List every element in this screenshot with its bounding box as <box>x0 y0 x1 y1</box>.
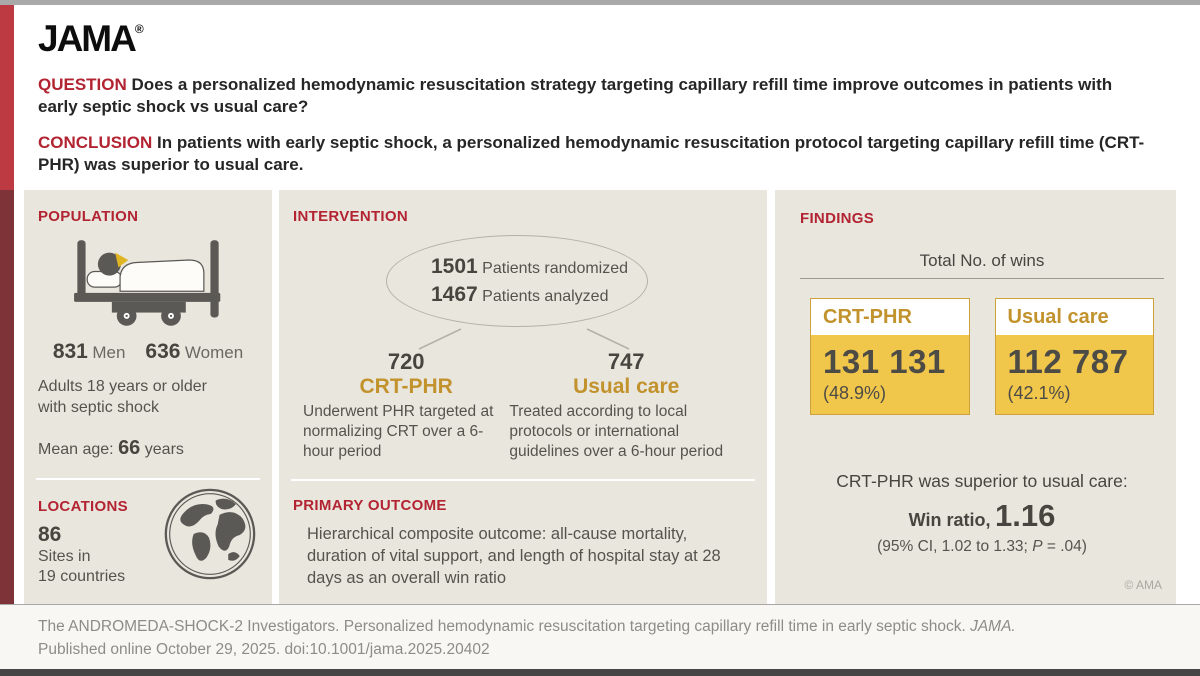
citation-text: The ANDROMEDA-SHOCK-2 Investigators. Personalized hemodynamic resuscitation targeting capillary refill time in early septic shock. <box>38 618 966 635</box>
hospital-bed-icon <box>48 237 248 334</box>
citation-footer <box>0 604 1200 669</box>
question-paragraph <box>38 74 1150 119</box>
header <box>38 12 1150 190</box>
ama-copyright: © AMA <box>1124 578 1162 592</box>
group-name: CRT-PHR <box>359 375 453 398</box>
women-count: 636 <box>145 340 181 363</box>
total-wins-subtitle: Total No. of wins <box>919 251 1045 270</box>
primary-outcome-text: Hierarchical composite outcome: all-cause mortality, duration of vital support, and length of hospital stay at 28 days as an overall win ratio <box>307 525 721 587</box>
win-ratio-line <box>800 498 1164 534</box>
sex-counts <box>38 340 258 364</box>
group-count: 720 <box>387 349 425 374</box>
group-usual-care <box>509 349 743 462</box>
group-crt-phr <box>303 349 509 462</box>
men-count-group <box>53 340 126 364</box>
registered-mark: ® <box>134 22 144 36</box>
superiority-line: CRT-PHR was superior to usual care: <box>836 471 1128 491</box>
population-description: Adults 18 years or older with septic shock <box>38 378 207 416</box>
conclusion-text: In patients with early septic shock, a personalized hemodynamic resuscitation protocol targeting capillary refill time (CRT-PHR) was superior to usual care. <box>38 132 1145 175</box>
panel-divider <box>36 478 260 480</box>
confidence-interval-line <box>800 538 1164 556</box>
card-value: 112 787 <box>1007 343 1129 380</box>
wins-card-crt-phr <box>810 298 970 415</box>
card-body <box>996 335 1154 414</box>
conclusion-label: CONCLUSION <box>38 132 153 152</box>
mean-age-label: Mean age: <box>38 440 114 458</box>
randomized-count: 1501 <box>431 254 478 278</box>
jama-logo-text: JAMA <box>38 18 135 59</box>
mean-age-line <box>38 435 258 461</box>
left-accent-bar-middle <box>0 190 14 604</box>
card-title: CRT-PHR <box>823 306 912 328</box>
mean-age-value: 66 <box>118 436 141 459</box>
population-panel <box>24 190 272 604</box>
randomized-line <box>431 253 628 281</box>
p-label: P <box>1032 538 1043 555</box>
ci-prefix: (95% CI, 1.02 to 1.33; <box>877 538 1028 555</box>
question-text: Does a personalized hemodynamic resuscitation strategy targeting capillary refill time improve outcomes in patients with early septic shock vs usual care? <box>38 75 1113 117</box>
men-label: Men <box>92 343 126 362</box>
mean-age-suffix: years <box>144 440 184 458</box>
branch-connectors <box>293 327 753 351</box>
analyzed-count: 1467 <box>431 283 478 306</box>
globe-icon <box>162 486 258 587</box>
wins-card-usual-care <box>995 298 1155 415</box>
sites-line1: Sites in <box>38 547 91 565</box>
findings-panel <box>775 190 1176 604</box>
win-ratio-value: 1.16 <box>994 498 1056 533</box>
analyzed-label: Patients analyzed <box>482 288 609 305</box>
women-label: Women <box>184 343 244 362</box>
randomized-label: Patients randomized <box>482 259 629 277</box>
question-label: QUESTION <box>38 75 127 94</box>
card-title: Usual care <box>1007 306 1109 328</box>
treatment-groups <box>293 349 753 462</box>
result-block <box>800 471 1164 556</box>
primary-outcome-heading: PRIMARY OUTCOME <box>293 497 447 515</box>
locations-heading: LOCATIONS <box>38 497 128 515</box>
group-description: Treated according to local protocols or international guidelines over a 6-hour period <box>509 403 724 461</box>
locations-text-block <box>38 492 128 589</box>
card-body <box>811 335 969 414</box>
population-heading: POPULATION <box>38 208 139 225</box>
card-percent: (42.1%) <box>1007 383 1071 403</box>
men-count: 831 <box>52 340 88 363</box>
findings-heading: FINDINGS <box>800 210 875 227</box>
sites-count: 86 <box>38 522 62 546</box>
subtitle-rule <box>800 278 1164 279</box>
card-value: 131 131 <box>823 343 946 380</box>
citation-journal: JAMA. <box>970 618 1016 635</box>
randomization-ellipse <box>386 235 648 327</box>
group-count: 747 <box>607 349 645 374</box>
group-description: Underwent PHR targeted at normalizing CRT over a 6-hour period <box>303 403 494 461</box>
wins-cards <box>810 298 1154 415</box>
intervention-panel <box>279 190 767 604</box>
citation-line2: Published online October 29, 2025. doi:10.1001/jama.2025.20402 <box>38 640 490 658</box>
citation-line1 <box>38 616 1170 639</box>
group-name: Usual care <box>573 375 680 398</box>
analyzed-line <box>431 281 608 309</box>
locations-section <box>38 492 258 589</box>
panel-divider <box>291 479 755 481</box>
card-percent: (48.9%) <box>823 383 887 403</box>
conclusion-paragraph <box>38 132 1150 177</box>
top-window-edge <box>0 0 1200 5</box>
left-accent-bar-top <box>0 5 14 190</box>
win-ratio-label: Win ratio, <box>908 510 991 530</box>
p-suffix: = .04) <box>1046 538 1087 555</box>
jama-logo <box>38 18 1150 60</box>
intervention-heading: INTERVENTION <box>293 208 409 225</box>
bottom-window-edge <box>0 669 1200 676</box>
women-count-group <box>145 340 243 364</box>
sites-line2: 19 countries <box>38 568 126 586</box>
